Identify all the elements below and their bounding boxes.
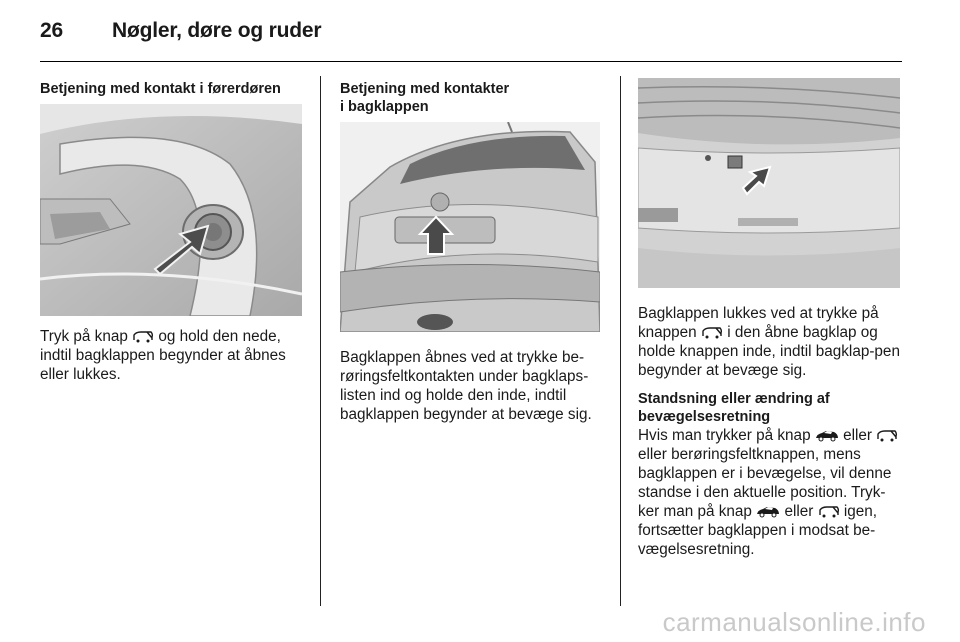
column-2: Betjening med kontakter i bagklappen xyxy=(340,81,510,115)
section-heading: Standsning eller ændring af bevægelsesretning xyxy=(638,391,830,425)
tailgate-icon xyxy=(132,331,154,343)
rear-tailgate-photo xyxy=(340,122,600,332)
car-key-fob-icon xyxy=(815,430,839,442)
instruction-text: Hvis man trykker på knap eller eller berøringsfeltknappen, mens bagklappen er i bevægelse, vil denne standse i den aktuelle position. Tryk-ker man på knap eller igen, fortsætter bagklappen i modsat be-vægelsesretning. xyxy=(638,426,906,559)
column-1 xyxy=(40,80,308,98)
tailgate-icon xyxy=(701,327,723,339)
tailgate-icon xyxy=(876,430,898,442)
section-heading: Betjening med kontakt i førerdøren xyxy=(40,81,281,97)
car-key-fob-icon xyxy=(756,506,780,518)
page-title: Nøgler, døre og ruder xyxy=(112,19,322,42)
page-number: 26 xyxy=(40,19,63,42)
section-heading: Betjening med kontakter xyxy=(340,81,510,97)
watermark: carmanualsonline.info xyxy=(662,607,926,637)
instruction-text: Tryk på knap og hold den nede, indtil bagklappen begynder at åbnes eller lukkes. xyxy=(40,328,286,383)
door-switch-photo xyxy=(40,104,302,316)
instruction-text: Bagklappen lukkes ved at trykke på knappen i den åbne bagklap og holde knappen inde, indtil bagklap-pen begynder at bevæge sig. xyxy=(638,305,900,379)
column-divider-1 xyxy=(320,76,321,606)
instruction-text: Bagklappen åbnes ved at trykke be-røringsfeltkontakten under bagklaps-listen ind og holde den inde, indtil bagklappen begynder at bevæge sig. xyxy=(340,349,592,423)
tailgate-icon xyxy=(818,506,840,518)
header-rule xyxy=(40,61,902,62)
column-3 xyxy=(638,304,906,559)
page-header xyxy=(40,16,321,46)
column-divider-2 xyxy=(620,76,621,606)
tailgate-interior-photo xyxy=(638,78,900,288)
